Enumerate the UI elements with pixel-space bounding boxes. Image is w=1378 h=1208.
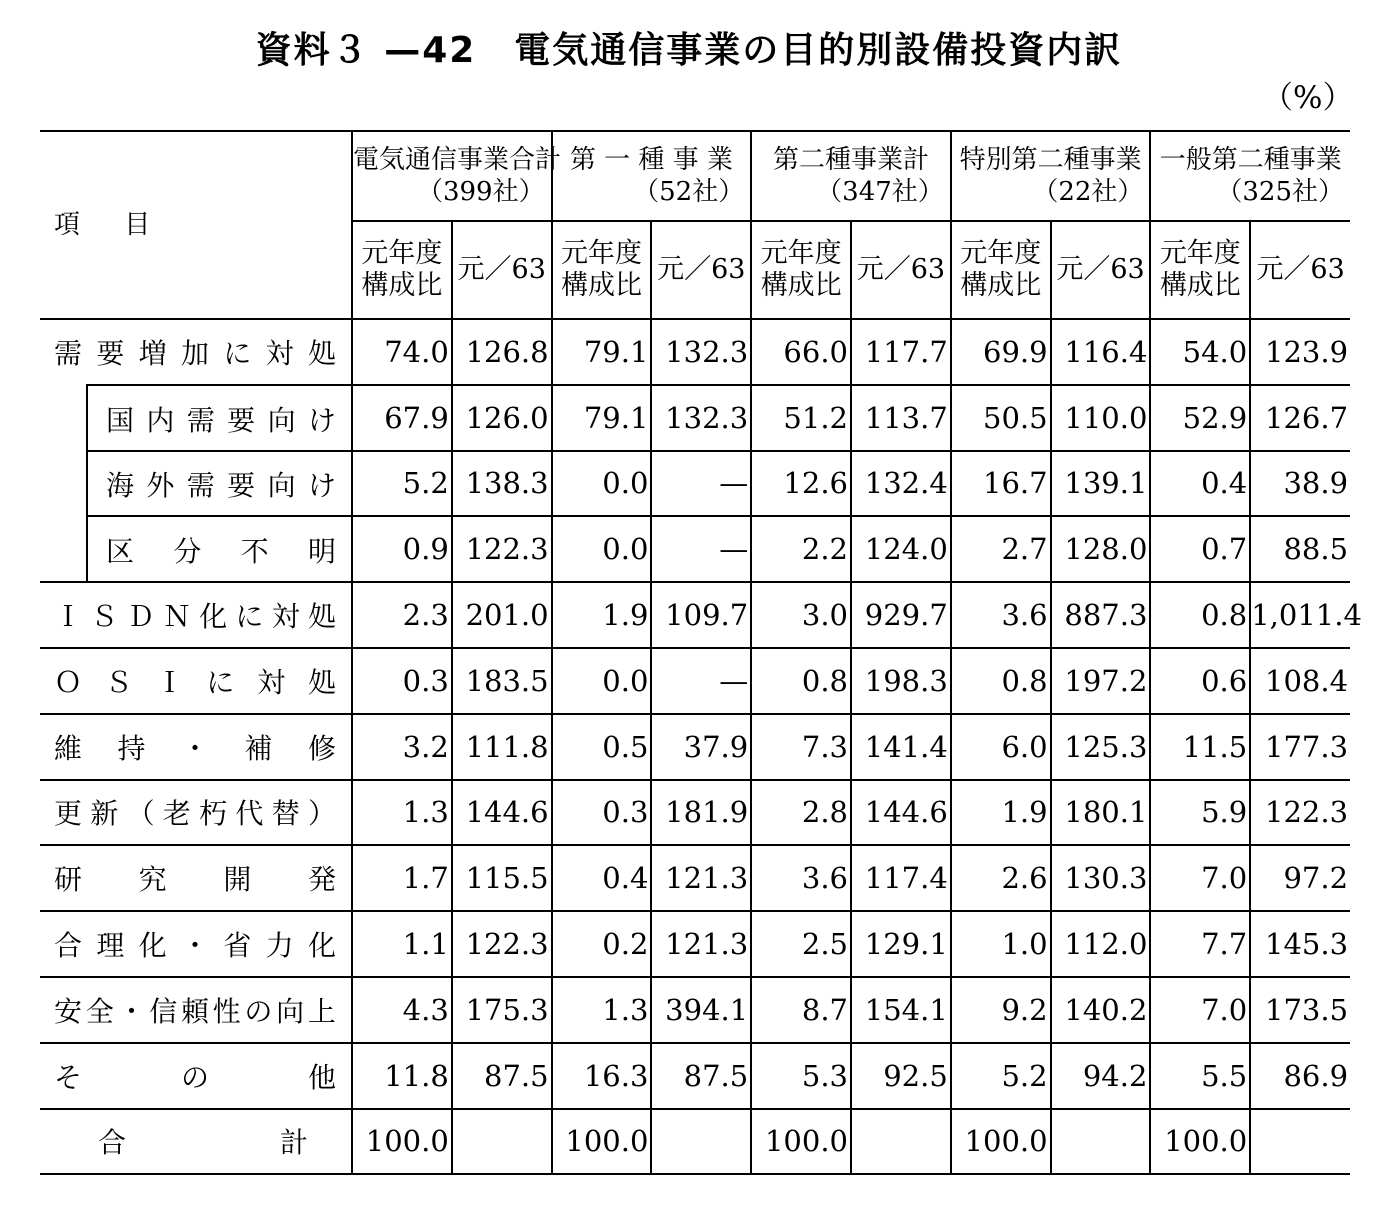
growth-cell: 132.3	[651, 319, 751, 385]
growth-cell: 173.5	[1250, 977, 1350, 1043]
ratio-cell: 7.3	[751, 714, 851, 780]
growth-cell: —	[651, 451, 751, 517]
ratio-cell: 3.6	[951, 582, 1051, 648]
ratio-cell: 5.3	[751, 1043, 851, 1109]
growth-cell	[1250, 1109, 1350, 1175]
growth-cell: 125.3	[1051, 714, 1151, 780]
growth-cell: 97.2	[1250, 845, 1350, 911]
ratio-cell: 100.0	[552, 1109, 652, 1175]
growth-cell: 117.7	[851, 319, 951, 385]
document-title: 資料３ —42 電気通信事業の目的別設備投資内訳	[255, 30, 1123, 71]
growth-cell: 177.3	[1250, 714, 1350, 780]
table-row	[40, 977, 1350, 1043]
table-row	[40, 714, 1350, 780]
growth-cell: 887.3	[1051, 582, 1151, 648]
growth-cell: 198.3	[851, 648, 951, 714]
ratio-cell: 0.4	[552, 845, 652, 911]
row-label: 海 外 需 要 向 け	[40, 451, 352, 517]
row-label: 維 持 ・ 補 修	[40, 714, 352, 780]
growth-cell: 180.1	[1051, 780, 1151, 846]
row-label: Ｉ Ｓ Ｄ Ｎ 化 に 対 処	[40, 582, 352, 648]
growth-cell: 124.0	[851, 516, 951, 582]
ratio-cell: 50.5	[951, 385, 1051, 451]
ratio-cell: 5.2	[951, 1043, 1051, 1109]
growth-cell: 122.3	[452, 516, 552, 582]
table-row	[40, 911, 1350, 977]
growth-cell: 144.6	[851, 780, 951, 846]
group-header: 第二種事業計 （347社）	[751, 131, 951, 221]
growth-cell: 111.8	[452, 714, 552, 780]
ratio-cell: 7.7	[1150, 911, 1250, 977]
group-header: 一般第二種事業 （325社）	[1150, 131, 1350, 221]
ratio-cell: 0.2	[552, 911, 652, 977]
growth-cell: 394.1	[651, 977, 751, 1043]
ratio-cell: 16.3	[552, 1043, 652, 1109]
growth-cell: 140.2	[1051, 977, 1151, 1043]
ratio-cell: 52.9	[1150, 385, 1250, 451]
growth-cell: 112.0	[1051, 911, 1151, 977]
growth-cell: 929.7	[851, 582, 951, 648]
growth-cell	[1051, 1109, 1151, 1175]
ratio-cell: 0.0	[552, 451, 652, 517]
growth-cell: 126.7	[1250, 385, 1350, 451]
ratio-cell: 5.9	[1150, 780, 1250, 846]
sub-header-growth: 元／63	[1250, 221, 1350, 319]
growth-cell: 197.2	[1051, 648, 1151, 714]
ratio-cell: 7.0	[1150, 977, 1250, 1043]
growth-cell: 108.4	[1250, 648, 1350, 714]
growth-cell: 113.7	[851, 385, 951, 451]
ratio-cell: 9.2	[951, 977, 1051, 1043]
growth-cell: —	[651, 516, 751, 582]
ratio-cell: 69.9	[951, 319, 1051, 385]
ratio-cell: 3.2	[352, 714, 452, 780]
ratio-cell: 0.7	[1150, 516, 1250, 582]
group-header: 特別第二種事業 （22社）	[951, 131, 1151, 221]
row-label: 需 要 増 加 に 対 処	[40, 319, 352, 385]
growth-cell: 94.2	[1051, 1043, 1151, 1109]
growth-cell: 87.5	[651, 1043, 751, 1109]
ratio-cell: 8.7	[751, 977, 851, 1043]
ratio-cell: 11.5	[1150, 714, 1250, 780]
ratio-cell: 79.1	[552, 319, 652, 385]
ratio-cell: 12.6	[751, 451, 851, 517]
sub-header-growth: 元／63	[452, 221, 552, 319]
growth-cell: 88.5	[1250, 516, 1350, 582]
group-header: 第 一 種 事 業 （52社）	[552, 131, 752, 221]
ratio-cell: 3.0	[751, 582, 851, 648]
ratio-cell: 6.0	[951, 714, 1051, 780]
ratio-cell: 1.3	[352, 780, 452, 846]
item-column-header: 項 目	[54, 210, 169, 240]
growth-cell	[651, 1109, 751, 1175]
growth-cell: 116.4	[1051, 319, 1151, 385]
ratio-cell: 74.0	[352, 319, 452, 385]
table-row	[40, 845, 1350, 911]
table-row	[40, 1109, 1350, 1175]
growth-cell: 145.3	[1250, 911, 1350, 977]
ratio-cell: 2.7	[951, 516, 1051, 582]
ratio-cell: 2.2	[751, 516, 851, 582]
growth-cell	[452, 1109, 552, 1175]
row-label: Ｏ Ｓ Ｉ に 対 処	[40, 648, 352, 714]
ratio-cell: 0.3	[552, 780, 652, 846]
ratio-cell: 100.0	[751, 1109, 851, 1175]
ratio-cell: 67.9	[352, 385, 452, 451]
ratio-cell: 0.0	[552, 648, 652, 714]
growth-cell: 122.3	[452, 911, 552, 977]
table-row	[40, 582, 1350, 648]
growth-cell: 130.3	[1051, 845, 1151, 911]
ratio-cell: 2.5	[751, 911, 851, 977]
ratio-cell: 2.6	[951, 845, 1051, 911]
growth-cell: 121.3	[651, 845, 751, 911]
table-row	[40, 319, 1350, 385]
group-header-row	[40, 131, 1350, 221]
group-header: 電気通信事業合計 （399社）	[352, 131, 552, 221]
growth-cell: 129.1	[851, 911, 951, 977]
sub-header-ratio: 元年度 構成比	[751, 221, 851, 319]
ratio-cell: 1.9	[552, 582, 652, 648]
growth-cell: 38.9	[1250, 451, 1350, 517]
growth-cell: 115.5	[452, 845, 552, 911]
ratio-cell: 100.0	[1150, 1109, 1250, 1175]
growth-cell: 201.0	[452, 582, 552, 648]
growth-cell	[851, 1109, 951, 1175]
ratio-cell: 5.2	[352, 451, 452, 517]
sub-header-ratio: 元年度 構成比	[951, 221, 1051, 319]
growth-cell: —	[651, 648, 751, 714]
ratio-cell: 1.0	[951, 911, 1051, 977]
ratio-cell: 54.0	[1150, 319, 1250, 385]
row-label: 更 新 （ 老 朽 代 替 ）	[40, 780, 352, 846]
table-row	[40, 1043, 1350, 1109]
ratio-cell: 0.8	[1150, 582, 1250, 648]
ratio-cell: 0.6	[1150, 648, 1250, 714]
ratio-cell: 1.7	[352, 845, 452, 911]
ratio-cell: 5.5	[1150, 1043, 1250, 1109]
growth-cell: 126.8	[452, 319, 552, 385]
growth-cell: 138.3	[452, 451, 552, 517]
growth-cell: 37.9	[651, 714, 751, 780]
growth-cell: 117.4	[851, 845, 951, 911]
growth-cell: 121.3	[651, 911, 751, 977]
ratio-cell: 100.0	[951, 1109, 1051, 1175]
sub-header-ratio: 元年度 構成比	[552, 221, 652, 319]
ratio-cell: 7.0	[1150, 845, 1250, 911]
growth-cell: 144.6	[452, 780, 552, 846]
growth-cell: 175.3	[452, 977, 552, 1043]
ratio-cell: 51.2	[751, 385, 851, 451]
unit-label: （%）	[1262, 80, 1354, 116]
ratio-cell: 0.5	[552, 714, 652, 780]
growth-cell: 87.5	[452, 1043, 552, 1109]
ratio-cell: 4.3	[352, 977, 452, 1043]
ratio-cell: 1.3	[552, 977, 652, 1043]
row-label: 研 究 開 発	[40, 845, 352, 911]
table-row	[40, 451, 1350, 517]
growth-cell: 128.0	[1051, 516, 1151, 582]
ratio-cell: 0.0	[552, 516, 652, 582]
ratio-cell: 100.0	[352, 1109, 452, 1175]
growth-cell: 132.4	[851, 451, 951, 517]
row-label: そ の 他	[40, 1043, 352, 1109]
growth-cell: 86.9	[1250, 1043, 1350, 1109]
growth-cell: 183.5	[452, 648, 552, 714]
row-label: 合 計	[40, 1109, 352, 1175]
sub-header-growth: 元／63	[651, 221, 751, 319]
growth-cell: 110.0	[1051, 385, 1151, 451]
row-label: 国 内 需 要 向 け	[40, 385, 352, 451]
growth-cell: 1,011.4	[1250, 582, 1350, 648]
table-row	[40, 516, 1350, 582]
ratio-cell: 66.0	[751, 319, 851, 385]
growth-cell: 154.1	[851, 977, 951, 1043]
row-label: 安 全 ・ 信 頼 性 の 向 上	[40, 977, 352, 1043]
sub-header-ratio: 元年度 構成比	[352, 221, 452, 319]
ratio-cell: 0.3	[352, 648, 452, 714]
growth-cell: 109.7	[651, 582, 751, 648]
table-body	[40, 319, 1362, 1174]
row-label: 区 分 不 明	[40, 516, 352, 582]
ratio-cell: 2.3	[352, 582, 452, 648]
row-label: 合 理 化 ・ 省 力 化	[40, 911, 352, 977]
sub-header-growth: 元／63	[1051, 221, 1151, 319]
ratio-cell: 16.7	[951, 451, 1051, 517]
investment-table	[40, 130, 1362, 1175]
ratio-cell: 2.8	[751, 780, 851, 846]
ratio-cell: 1.1	[352, 911, 452, 977]
ratio-cell: 0.8	[951, 648, 1051, 714]
ratio-cell: 3.6	[751, 845, 851, 911]
growth-cell: 123.9	[1250, 319, 1350, 385]
sub-header-ratio: 元年度 構成比	[1150, 221, 1250, 319]
growth-cell: 122.3	[1250, 780, 1350, 846]
ratio-cell: 0.4	[1150, 451, 1250, 517]
growth-cell: 139.1	[1051, 451, 1151, 517]
table-row	[40, 648, 1350, 714]
growth-cell: 181.9	[651, 780, 751, 846]
sub-header-growth: 元／63	[851, 221, 951, 319]
growth-cell: 132.3	[651, 385, 751, 451]
ratio-cell: 1.9	[951, 780, 1051, 846]
ratio-cell: 79.1	[552, 385, 652, 451]
growth-cell: 92.5	[851, 1043, 951, 1109]
table-row	[40, 780, 1350, 846]
ratio-cell: 0.9	[352, 516, 452, 582]
growth-cell: 126.0	[452, 385, 552, 451]
table-row	[40, 385, 1350, 451]
growth-cell: 141.4	[851, 714, 951, 780]
ratio-cell: 0.8	[751, 648, 851, 714]
ratio-cell: 11.8	[352, 1043, 452, 1109]
